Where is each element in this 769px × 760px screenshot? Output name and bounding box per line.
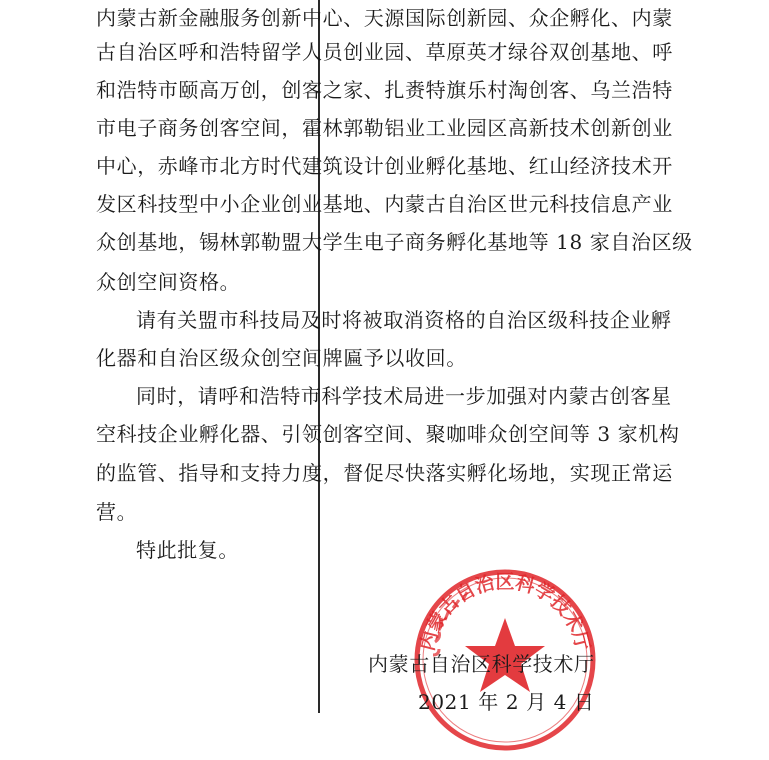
body-line-10: 化器和自治区级众创空间牌匾予以收回。 xyxy=(96,346,467,370)
body-line-9: 请有关盟市科技局及时将被取消资格的自治区级科技企业孵 xyxy=(136,308,672,332)
body-line-14: 营。 xyxy=(96,500,138,524)
body-line-4: 市电子商务创客空间，霍林郭勒铝业工业园区高新技术创新创业 xyxy=(96,116,673,140)
body-line-11: 同时，请呼和浩特市科学技术局进一步加强对内蒙古创客星 xyxy=(136,384,672,408)
body-line-1: 内蒙古新金融服务创新中心、天源国际创新园、众企孵化、内蒙 xyxy=(96,6,673,30)
body-line-13: 的监管、指导和支持力度，督促尽快落实孵化场地，实现正常运 xyxy=(96,461,673,485)
signature-date: 2021 年 2 月 4 日 xyxy=(418,690,595,714)
seal-text: 内蒙古自治区科学技术厅 xyxy=(416,571,594,653)
body-line-12: 空科技企业孵化器、引领创客空间、聚咖啡众创空间等 3 家机构 xyxy=(96,422,680,446)
body-line-5: 中心，赤峰市北方时代建筑设计创业孵化基地、红山经济技术开 xyxy=(96,154,673,178)
body-line-15: 特此批复。 xyxy=(136,538,239,562)
body-line-6: 发区科技型中小企业创业基地、内蒙古自治区世元科技信息产业 xyxy=(96,192,673,216)
body-line-2: 古自治区呼和浩特留学人员创业园、草原英才绿谷双创基地、呼 xyxy=(96,40,673,64)
body-line-3: 和浩特市颐高万创，创客之家、扎赉特旗乐村淘创客、乌兰浩特 xyxy=(96,78,673,102)
body-line-8: 众创空间资格。 xyxy=(96,270,241,294)
signature-organization: 内蒙古自治区科学技术厅 xyxy=(368,652,595,676)
body-line-7: 众创基地，锡林郭勒盟大学生电子商务孵化基地等 18 家自治区级 xyxy=(96,230,693,254)
